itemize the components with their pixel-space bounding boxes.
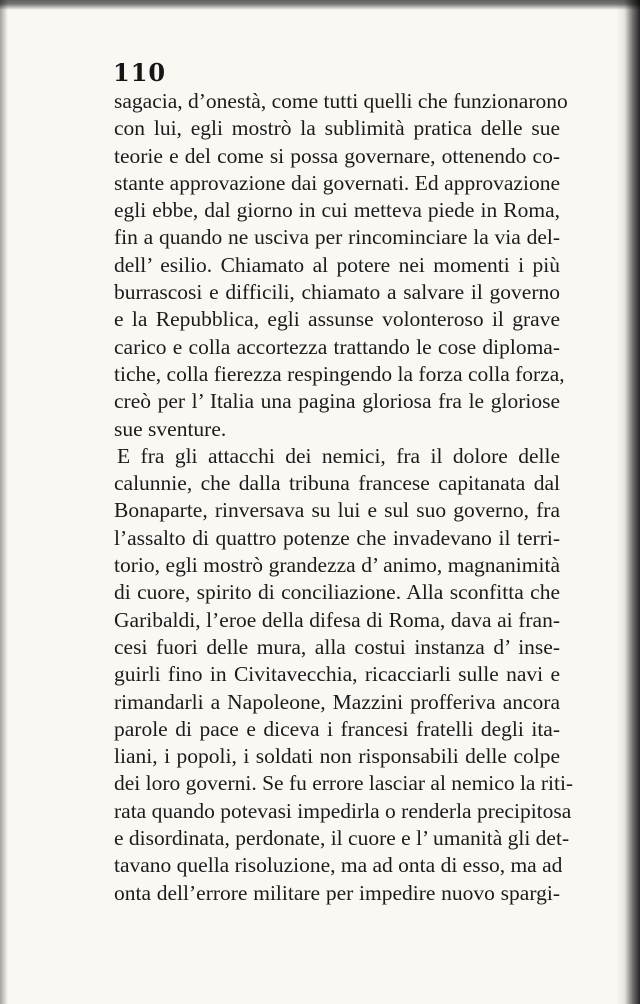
text-line: sagacia, d’onestà, come tutti quelli che funzionarono [114, 89, 568, 113]
text-line: calunnie, che dalla tribuna francese capitanata dal [114, 471, 560, 496]
text-line: teorie e del come si possa governare, ottenendo co- [114, 143, 560, 168]
text-line: egli ebbe, dal giorno in cui metteva piede in Roma, [114, 198, 560, 223]
page-top-shadow [0, 0, 640, 10]
text-line: dei loro governi. Se fu errore lasciar al nemico la riti- [114, 771, 574, 796]
text-line: fin a quando ne usciva per rincominciare la via del- [114, 225, 560, 250]
text-line: con lui, egli mostrò la sublimità pratica delle sue [114, 116, 560, 141]
body-text [114, 88, 574, 907]
text-line: Garibaldi, l’eroe della difesa di Roma, dava ai fran- [114, 607, 560, 632]
page-number: 110 [113, 58, 167, 87]
text-line: onta dell’errore militare per impedire nuovo spargi- [114, 880, 560, 905]
text-line: burrascosi e difficili, chiamato a salvare il governo [114, 280, 560, 305]
text-line: rata quando potevasi impedirla o renderla precipitosa [114, 798, 572, 823]
paragraph-1 [114, 88, 568, 443]
page-binding-shadow [616, 0, 640, 1004]
text-line: tavano quella risoluzione, ma ad onta di esso, ma ad [114, 853, 563, 878]
text-line: liani, i popoli, i soldati non risponsabili delle colpe [114, 744, 560, 769]
text-line: l’assalto di quattro potenze che invadevano il terri- [114, 525, 560, 550]
text-line: parole di pace e diceva i francesi fratelli degli ita- [114, 716, 560, 741]
text-line: cesi fuori delle mura, alla costui instanza d’ inse- [114, 634, 560, 659]
text-line: dell’ esilio. Chiamato al potere nei momenti i più [114, 252, 560, 277]
text-line: torio, egli mostrò grandezza d’ animo, magnanimità [114, 553, 560, 578]
text-line: e disordinata, perdonate, il cuore e l’ umanità gli det- [114, 826, 570, 851]
text-line: guirli fino in Civitavecchia, ricacciarli sulle navi e [114, 662, 560, 687]
page-left-shadow [0, 0, 8, 1004]
paragraph-2 [114, 443, 574, 907]
text-line: rimandarli a Napoleone, Mazzini profferiva ancora [114, 689, 560, 714]
text-line: sue sventure. [114, 416, 227, 441]
text-line: di cuore, spirito di conciliazione. Alla sconfitta che [114, 580, 560, 605]
text-line: carico e colla accortezza trattando le cose diploma- [114, 334, 560, 359]
text-line: creò per l’ Italia una pagina gloriosa fra le gloriose [114, 389, 560, 414]
text-line: E fra gli attacchi dei nemici, fra il dolore delle [117, 443, 560, 468]
text-line: Bonaparte, rinversava su lui e sul suo governo, fra [114, 498, 560, 523]
text-line: stante approvazione dai governati. Ed approvazione [114, 170, 560, 195]
text-line: tiche, colla fierezza respingendo la forza colla forza, [114, 361, 565, 386]
text-line: e la Repubblica, egli assunse volonteroso il grave [114, 307, 560, 332]
